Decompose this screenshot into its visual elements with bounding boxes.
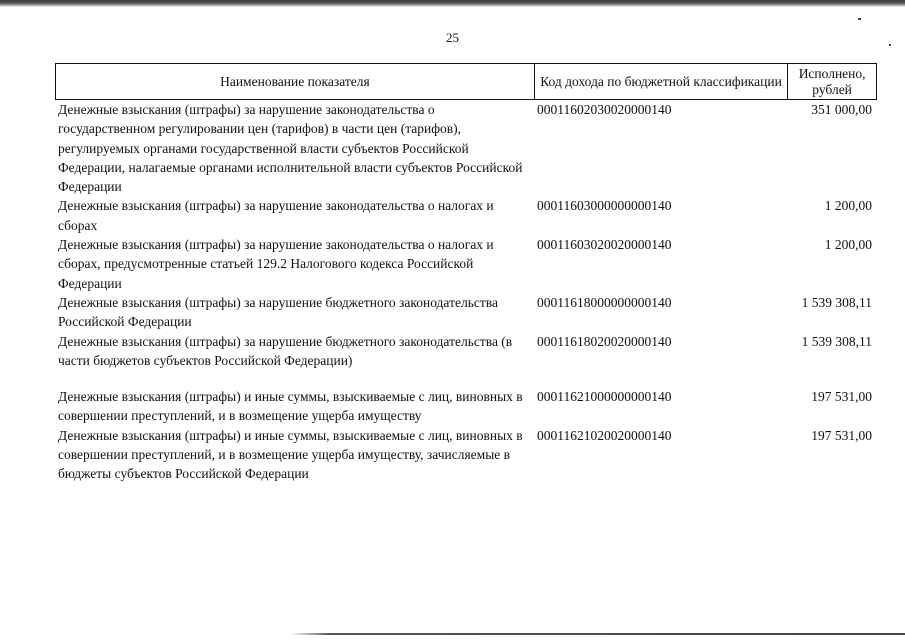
- header-name: Наименование показателя: [220, 73, 370, 89]
- row-code: 00011621020020000140: [537, 427, 672, 443]
- row-code: 00011603000000000140: [537, 198, 672, 214]
- table-row: [55, 426, 877, 484]
- revenue-table: [55, 63, 877, 484]
- row-code: 00011621000000000140: [537, 389, 672, 405]
- table-row: [55, 196, 877, 235]
- row-amount: 197 531,00: [811, 389, 872, 405]
- table-row: [55, 387, 877, 426]
- row-amount: 1 200,00: [824, 237, 872, 253]
- scan-top-edge: [0, 0, 905, 7]
- row-name: Денежные взыскания (штрафы) и иные суммы, взыскиваемые с лиц, виновных в совершении преступлений, и в возмещение ущерба имуществу, зачисляемые в бюджеты субъектов Российской Федерации: [58, 427, 523, 482]
- row-code: 00011602030020000140: [537, 102, 672, 117]
- row-amount: 1 539 308,11: [801, 294, 872, 310]
- table-row: [55, 293, 877, 332]
- row-name: Денежные взыскания (штрафы) за нарушение законодательства о налогах и сборах: [58, 198, 494, 233]
- row-amount: 1 539 308,11: [801, 333, 872, 349]
- header-code: Код дохода по бюджетной классификации: [534, 64, 787, 99]
- row-name: Денежные взыскания (штрафы) за нарушение бюджетного законодательства (в части бюджетов субъектов Российской Федерации): [58, 333, 513, 368]
- table-row: [55, 332, 877, 371]
- row-code: 00011603020020000140: [537, 237, 672, 253]
- table-header: [55, 63, 877, 100]
- row-name: Денежные взыскания (штрафы) за нарушение бюджетного законодательства Российской Федерации: [58, 294, 498, 330]
- row-name: Денежные взыскания (штрафы) за нарушение законодательства о государственном регулировании цен (тарифов) в части цен (тарифов), регулируемых органами государственной власти субъектов Российской Федерации, налагаемые органами исполнительной власти субъектов Российской Федерации: [58, 102, 523, 195]
- header-amount: Исполнено, рублей: [787, 64, 876, 99]
- row-code: 00011618000000000140: [537, 294, 672, 310]
- row-amount: 197 531,00: [811, 427, 872, 443]
- table-row: [55, 100, 877, 196]
- row-name: Денежные взыскания (штрафы) за нарушение законодательства о налогах и сборах, предусмотренные статьей 129.2 Налогового кодекса Российской Федерации: [58, 237, 494, 291]
- page-number: 25: [446, 30, 459, 45]
- row-amount: 1 200,00: [824, 198, 872, 214]
- scan-bottom-edge: [290, 633, 905, 635]
- table-row: [55, 235, 877, 293]
- row-amount: 351 000,00: [811, 102, 872, 117]
- row-name: Денежные взыскания (штрафы) и иные суммы, взыскиваемые с лиц, виновных в совершении преступлений, и в возмещение ущерба имуществу: [58, 389, 523, 424]
- row-spacer: [55, 370, 877, 387]
- scan-speck: [858, 18, 861, 20]
- row-code: 00011618020020000140: [537, 333, 672, 349]
